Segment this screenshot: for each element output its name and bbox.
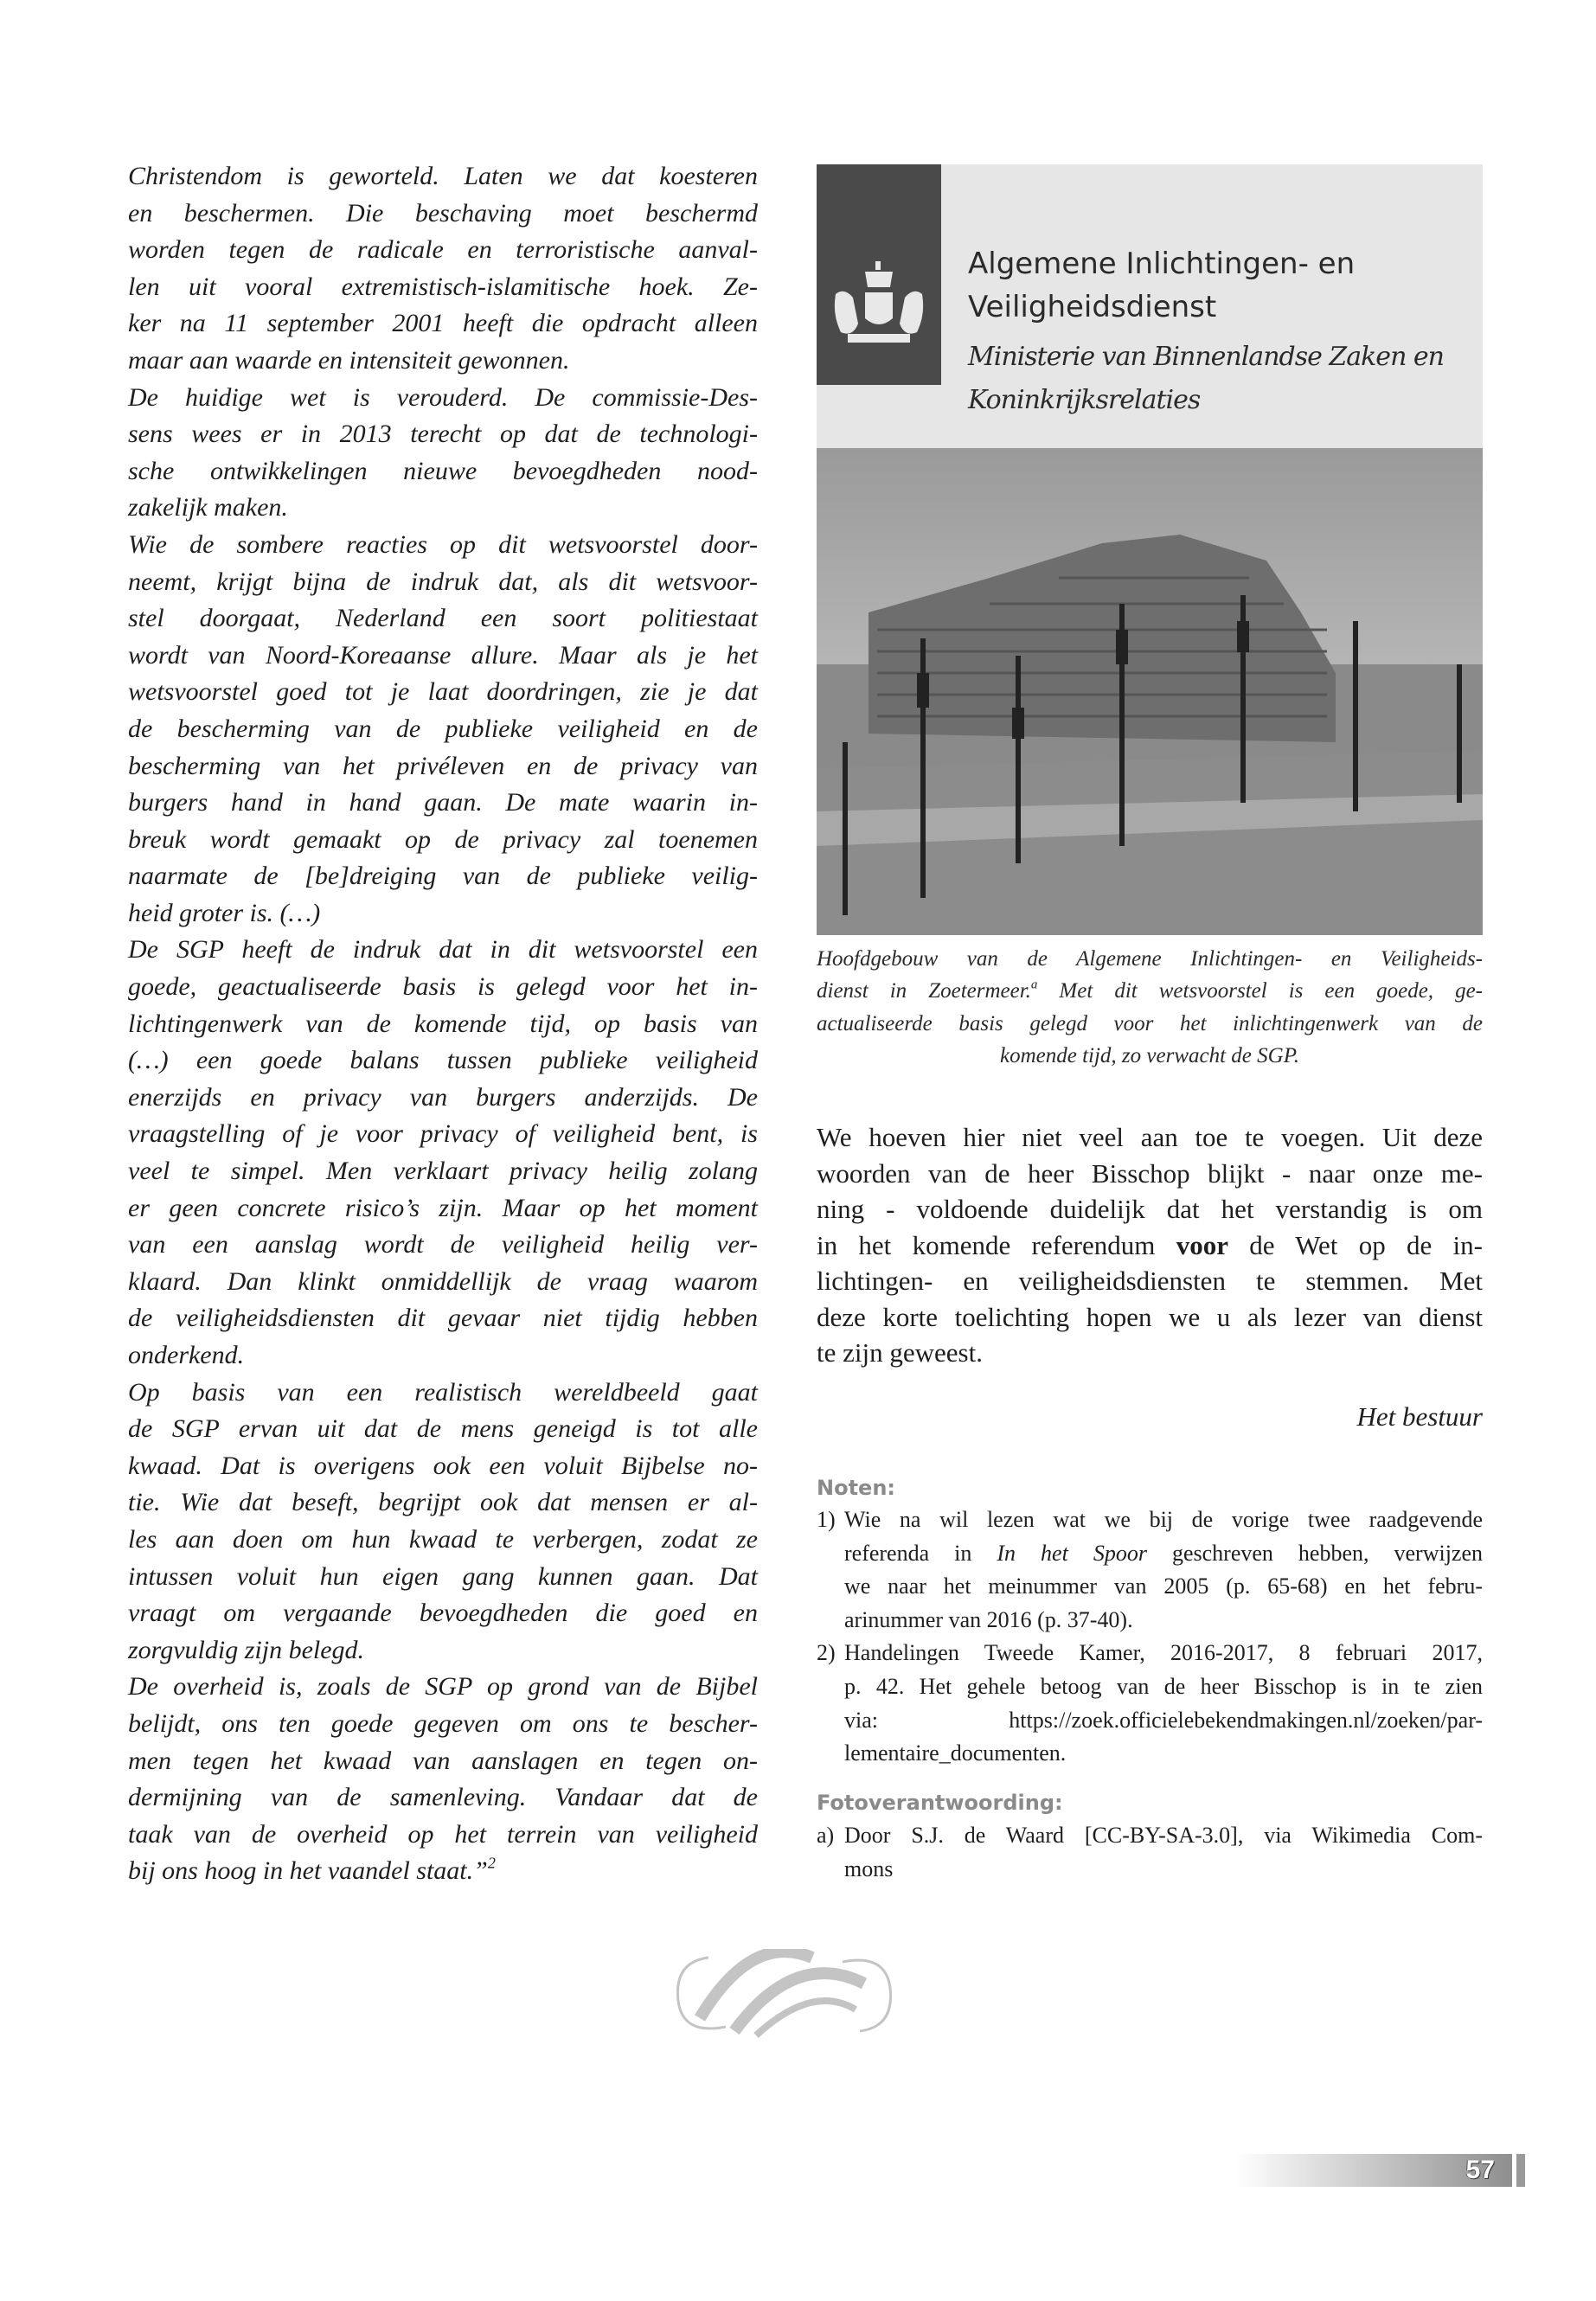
line-text: De SGP heeft de indruk dat in dit wetsvoorstel een bbox=[128, 935, 758, 965]
line-text: actualiseerde basis gelegd voor het inlichtingenwerk van de bbox=[817, 1011, 1483, 1035]
line-text: de bescherming van de publieke veiligheid en de bbox=[128, 714, 758, 743]
line-text: heid groter is. (…) bbox=[128, 898, 321, 927]
line-text: We hoeven hier niet veel aan toe te voegen. Uit deze bbox=[817, 1122, 1483, 1152]
logo-title-line2: Veiligheidsdienst bbox=[968, 290, 1217, 324]
line-text: lichtingenwerk van de komende tijd, op basis van bbox=[128, 1009, 758, 1038]
logo-ministry-line1: Ministerie van Binnenlandse Zaken en bbox=[968, 342, 1444, 372]
text-line bbox=[128, 564, 758, 601]
note-number: 1) bbox=[817, 1507, 836, 1532]
text-line bbox=[128, 1484, 758, 1522]
page-number-bar bbox=[1235, 2154, 1512, 2187]
text-line bbox=[817, 1191, 1483, 1227]
line-text: in het komende referendum bbox=[817, 1229, 1176, 1260]
line-text: kwaad. Dat is overigens ook een voluit Bijbelse no- bbox=[128, 1451, 758, 1480]
aivd-figure bbox=[817, 164, 1483, 935]
line-text: ning - voldoende duidelijk dat het verstandig is om bbox=[817, 1194, 1483, 1224]
text-line bbox=[844, 1853, 1483, 1887]
line-text: sche ontwikkelingen nieuwe bevoegdheden nood- bbox=[128, 456, 758, 485]
line-text: Op basis van een realistisch wereldbeeld gaat bbox=[128, 1377, 758, 1407]
line-text: enerzijds en privacy van burgers anderzijds. De bbox=[128, 1082, 758, 1112]
text-line bbox=[844, 1570, 1483, 1604]
text-line bbox=[128, 416, 758, 453]
line-text: dienst in Zoetermeer. bbox=[817, 979, 1031, 1003]
text-line bbox=[817, 1299, 1483, 1336]
line-text: Hoofdgebouw van de Algemene Inlichtingen- en Veiligheids- bbox=[817, 947, 1483, 971]
photo-credits-heading: Fotoverantwoording: bbox=[817, 1791, 1063, 1815]
line-text: goede, geactualiseerde basis is gelegd voor het in- bbox=[128, 972, 758, 1002]
text-line bbox=[128, 822, 758, 859]
coat-of-arms-logo bbox=[817, 164, 941, 385]
photo-credits-list bbox=[817, 1819, 1483, 1886]
text-line bbox=[844, 1503, 1483, 1537]
text-line bbox=[128, 1300, 758, 1337]
text-line bbox=[128, 453, 758, 490]
text-line bbox=[844, 1819, 1483, 1853]
italic-title: In het Spoor bbox=[997, 1540, 1147, 1566]
text-line bbox=[128, 895, 758, 933]
text-line bbox=[128, 711, 758, 748]
line-text: referenda in bbox=[844, 1540, 997, 1566]
line-text: Christendom is geworteld. Laten we dat koesteren bbox=[128, 162, 758, 190]
line-text: breuk wordt gemaakt op de privacy zal toenemen bbox=[128, 824, 758, 854]
line-text: te zijn geweest. bbox=[817, 1337, 983, 1368]
line-text: zakelijk maken. bbox=[128, 493, 288, 522]
line-text-cont: geschreven hebben, verwijzen bbox=[1146, 1540, 1483, 1566]
text-line bbox=[817, 1335, 1483, 1371]
line-text: Wie de sombere reacties op dit wetsvoorstel door- bbox=[128, 529, 758, 559]
line-text: de SGP ervan uit dat de mens geneigd is tot alle bbox=[128, 1414, 758, 1444]
text-line bbox=[128, 1337, 758, 1375]
text-line bbox=[128, 1080, 758, 1117]
line-text: neemt, krijgt bijna de indruk dat, als dit wetsvoor- bbox=[128, 567, 758, 596]
line-text: komende tijd, zo verwacht de SGP. bbox=[1000, 1044, 1299, 1068]
text-line bbox=[128, 1853, 758, 1890]
text-line bbox=[817, 975, 1483, 1007]
text-line bbox=[128, 1779, 758, 1817]
text-line bbox=[128, 380, 758, 417]
page-bar-tick bbox=[1516, 2154, 1525, 2187]
line-text: lementaire_documenten. bbox=[844, 1740, 1067, 1766]
footnote-ref: a bbox=[1030, 977, 1038, 992]
line-text: sens wees er in 2013 terecht op dat de technologi- bbox=[128, 420, 758, 449]
text-line bbox=[128, 158, 758, 195]
text-line bbox=[817, 1156, 1483, 1192]
text-line bbox=[817, 1227, 1483, 1264]
line-text: wordt van Noord-Koreaanse allure. Maar als je het bbox=[128, 640, 758, 670]
right-column-text bbox=[817, 1119, 1483, 1371]
bold-word: voor bbox=[1176, 1229, 1228, 1260]
note-number: 2) bbox=[817, 1640, 836, 1666]
line-text: stel doorgaat, Nederland een soort politiestaat bbox=[128, 604, 758, 633]
line-text: tie. Wie dat beseft, begrijpt ook dat mensen er al- bbox=[128, 1488, 758, 1517]
text-line bbox=[128, 1411, 758, 1448]
line-text: intussen voluit hun eigen gang kunnen gaan. Dat bbox=[128, 1561, 758, 1591]
note-item bbox=[817, 1819, 1483, 1886]
text-line bbox=[128, 1743, 758, 1780]
line-text: bij ons hoog in het vaandel staat.” bbox=[128, 1856, 488, 1886]
text-line bbox=[817, 943, 1483, 975]
line-text: vraagstelling of je voor privacy of veiligheid bent, is bbox=[128, 1119, 758, 1149]
text-line bbox=[128, 195, 758, 233]
line-text: zorgvuldig zijn belegd. bbox=[128, 1635, 365, 1664]
text-line bbox=[128, 1595, 758, 1632]
building-photo bbox=[817, 448, 1483, 935]
line-text: (…) een goede balans tussen publieke veiligheid bbox=[128, 1046, 758, 1075]
text-line bbox=[128, 1006, 758, 1043]
line-text-cont: Met dit wetsvoorstel is een goede, ge- bbox=[1037, 979, 1483, 1003]
text-line bbox=[128, 1448, 758, 1485]
note-item bbox=[817, 1637, 1483, 1770]
text-line bbox=[128, 969, 758, 1006]
line-text: De overheid is, zoals de SGP op grond van de Bijbel bbox=[128, 1672, 758, 1702]
text-line bbox=[128, 269, 758, 306]
text-line bbox=[128, 527, 758, 564]
text-line bbox=[817, 1263, 1483, 1299]
notes-list bbox=[817, 1503, 1483, 1771]
text-line bbox=[128, 1375, 758, 1412]
line-text: worden tegen de radicale en terroristische aanval- bbox=[128, 235, 758, 265]
line-text: p. 42. Het gehele betoog van de heer Bisschop is in te zien bbox=[844, 1673, 1483, 1699]
line-text: bescherming van het privéleven en de privacy van bbox=[128, 751, 758, 780]
logo-title-line1: Algemene Inlichtingen- en bbox=[968, 247, 1356, 281]
logo-ministry-line2: Koninkrijksrelaties bbox=[968, 385, 1201, 415]
note-number: a) bbox=[817, 1823, 835, 1848]
line-text: de veiligheidsdiensten dit gevaar niet tijdig hebben bbox=[128, 1304, 758, 1333]
text-line bbox=[128, 674, 758, 711]
text-line bbox=[128, 1264, 758, 1301]
line-text: Door S.J. de Waard [CC-BY-SA-3.0], via Wikimedia Com- bbox=[844, 1823, 1483, 1848]
line-text: klaard. Dan klinkt onmiddellijk de vraag waarom bbox=[128, 1266, 758, 1296]
line-text: van een aanslag wordt de veiligheid heilig ver- bbox=[128, 1230, 758, 1259]
line-text: vraagt om vergaande bevoegdheden die goed en bbox=[128, 1599, 758, 1628]
line-text: Handelingen Tweede Kamer, 2016-2017, 8 februari 2017, bbox=[844, 1640, 1483, 1666]
text-line bbox=[128, 1706, 758, 1743]
text-line bbox=[817, 1040, 1483, 1072]
line-text: veel te simpel. Men verklaart privacy heilig zolang bbox=[128, 1157, 758, 1186]
text-line bbox=[844, 1670, 1483, 1704]
line-text: taak van de overheid op het terrein van veiligheid bbox=[128, 1819, 758, 1849]
footnote-ref: 2 bbox=[487, 1854, 496, 1872]
text-line bbox=[128, 638, 758, 675]
text-line bbox=[128, 1116, 758, 1153]
line-text: en beschermen. Die beschaving moet beschermd bbox=[128, 198, 758, 228]
signature: Het bestuur bbox=[1356, 1401, 1483, 1432]
text-line bbox=[817, 1008, 1483, 1040]
decorative-ornament bbox=[674, 1949, 894, 2040]
line-text: wetsvoorstel goed tot je laat doordringen, zie je dat bbox=[128, 677, 758, 707]
text-line bbox=[128, 1669, 758, 1706]
text-line bbox=[128, 1817, 758, 1854]
figure-caption bbox=[817, 943, 1483, 1073]
notes-heading: Noten: bbox=[817, 1476, 896, 1500]
left-column-text bbox=[128, 158, 758, 1890]
line-text: onderkend. bbox=[128, 1341, 245, 1369]
line-text: maar aan waarde en intensiteit gewonnen. bbox=[128, 345, 570, 375]
text-line bbox=[128, 858, 758, 895]
line-text: les aan doen om hun kwaad te verbergen, zodat ze bbox=[128, 1524, 758, 1554]
line-text: naarmate de [be]dreiging van de publieke veilig- bbox=[128, 862, 758, 891]
line-text: Wie na wil lezen wat we bij de vorige twee raadgevende bbox=[844, 1507, 1483, 1532]
text-line bbox=[817, 1119, 1483, 1156]
text-line bbox=[128, 1632, 758, 1670]
text-line bbox=[844, 1537, 1483, 1571]
line-text: dermijning van de samenleving. Vandaar dat de bbox=[128, 1783, 758, 1812]
page-number: 57 bbox=[1465, 2156, 1495, 2184]
line-text: burgers hand in hand gaan. De mate waarin in- bbox=[128, 788, 758, 817]
text-line bbox=[128, 1153, 758, 1190]
text-line bbox=[128, 1190, 758, 1227]
line-text: len uit vooral extremistisch-islamitische hoek. Ze- bbox=[128, 272, 758, 301]
line-text: via: https://zoek.officielebekendmakingen.nl/zoeken/par- bbox=[844, 1707, 1483, 1733]
text-line bbox=[128, 1042, 758, 1080]
text-line bbox=[128, 305, 758, 343]
text-line bbox=[128, 343, 758, 380]
line-text: ker na 11 september 2001 heeft die opdracht alleen bbox=[128, 309, 758, 338]
text-line bbox=[128, 1227, 758, 1264]
line-text: belijdt, ons ten goede gegeven om ons te bescher- bbox=[128, 1708, 758, 1738]
text-line bbox=[844, 1637, 1483, 1670]
text-line bbox=[128, 232, 758, 269]
line-text: er geen concrete risico’s zijn. Maar op het moment bbox=[128, 1193, 758, 1222]
text-line bbox=[128, 785, 758, 822]
text-line bbox=[844, 1704, 1483, 1738]
text-line bbox=[128, 748, 758, 785]
line-text: De huidige wet is verouderd. De commissie-Des- bbox=[128, 382, 758, 412]
text-line bbox=[128, 600, 758, 638]
line-text: mons bbox=[844, 1856, 894, 1881]
line-text: arinummer van 2016 (p. 37-40). bbox=[844, 1606, 1133, 1632]
text-line bbox=[128, 490, 758, 527]
text-line bbox=[128, 932, 758, 969]
line-text-cont: de Wet op de in- bbox=[1227, 1229, 1483, 1260]
text-line bbox=[128, 1522, 758, 1559]
line-text: we naar het meinummer van 2005 (p. 65-68) en het febru- bbox=[844, 1574, 1483, 1599]
note-item bbox=[817, 1503, 1483, 1637]
line-text: deze korte toelichting hopen we u als lezer van dienst bbox=[817, 1301, 1483, 1332]
text-line bbox=[128, 1559, 758, 1596]
line-text: lichtingen- en veiligheidsdiensten te stemmen. Met bbox=[817, 1266, 1483, 1296]
text-line bbox=[844, 1737, 1483, 1771]
line-text: woorden van de heer Bisschop blijkt - naar onze me- bbox=[817, 1157, 1483, 1189]
line-text: men tegen het kwaad van aanslagen en tegen on- bbox=[128, 1746, 758, 1775]
text-line bbox=[844, 1604, 1483, 1638]
